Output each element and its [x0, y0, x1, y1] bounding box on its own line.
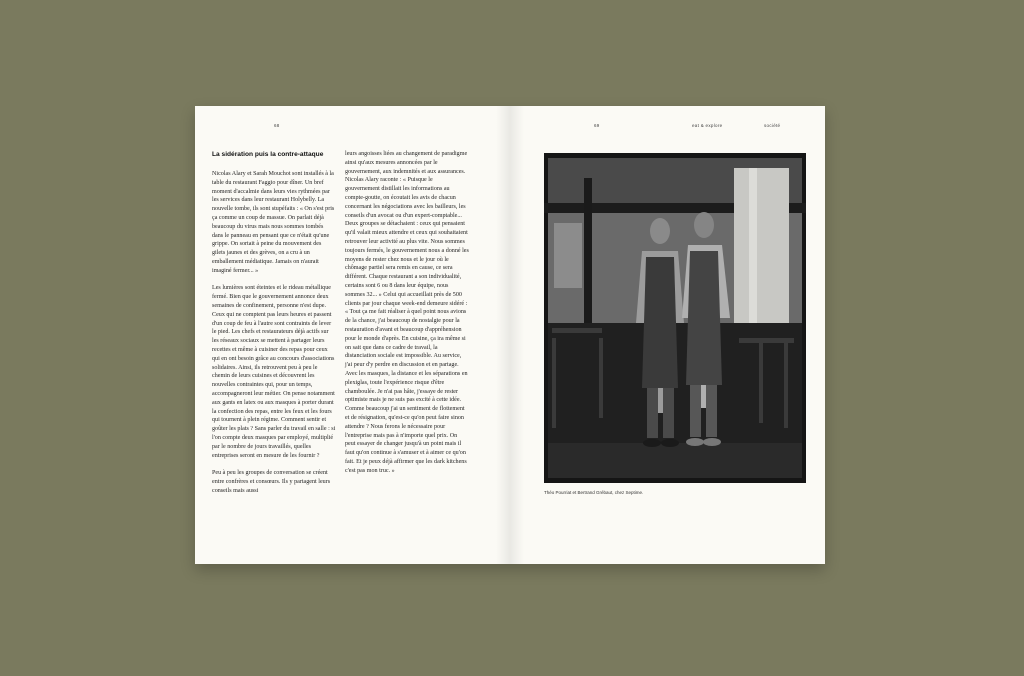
left-page	[195, 106, 510, 564]
page-number: 68	[274, 123, 280, 128]
paragraph: Peu à peu les groupes de conversation se créent entre confrères et consœurs. Ils y partagent leurs conseils mais aussi	[212, 470, 331, 494]
gutter-shadow	[496, 106, 510, 564]
article-heading: La sidération puis la contre-attaque	[212, 151, 324, 158]
section-label: eat & explore	[692, 123, 723, 128]
gutter-shadow	[510, 106, 524, 564]
right-page	[510, 106, 825, 564]
text-column-1	[212, 170, 336, 504]
paragraph: Les lumières sont éteintes et le rideau métallique fermé. Bien que le gouvernement annonce deux semaines de confinement, personne n'est dupe. Ceux qui ne comptent pas leurs heures et passent d'un coup de feu à l'autre sont contraints de lever le pied. Les chefs et restaurateurs déjà actifs sur les réseaux sociaux se mettent à partager leurs recettes et même à cuisiner des repas pour ceux qui en ont besoin grâce au concours d'associations solidaires. Ainsi, ils retrouvent peu à peu le chemin de leurs cuisines et découvrent les nouvelles contraintes qui, pour un temps, accompagneront leur métier. On pense notamment aux gants en latex ou aux masques à porter durant la confection des repas, entre les feux et les fours qui tournent à plein régime. Comment sentir et goûter les plats ? Sans parler du travail en salle : si l'on compte deux masques par employé, multiplié par le nombre de jours travaillés, quelles entreprises seront en mesure de les fournir ?	[212, 285, 336, 459]
category-label: société	[764, 123, 781, 128]
paragraph: Nicolas Alary et Sarah Mouchot sont installés à la table du restaurant Faggio pour dîner. Un bref moment d'accalmie dans leurs vies rythmées par les services dans leur restaurant Holybelly. La nouvelle tombe, ils sont stupéfaits : « On s'est pris ça comme un coup de massue. On parlait déjà beaucoup du virus mais nous sommes tombés dans le panneau en pensant que ce n'était qu'une grippe. On sortait à peine du mouvement des gilets jaunes et des grèves, on a cru à un emballement médiatique. Jamais on n'aurait imaginé fermer... »	[212, 171, 335, 274]
chefs-photo	[544, 153, 806, 483]
paragraph: leurs angoisses liées au changement de paradigme ainsi qu'aux mesures annoncées par le gouvernement, aux indemnités et aux assurances. Nicolas Alary raconte : « Puisque le gouvernement distillait les informations au compte-goutte, on écoutait les avis de chacun concernant les négociations avec les bailleurs, les conseils d'un avocat ou d'un expert-comptable... Deux groupes se détachaient : ceux qui pensaient qu'il valait mieux attendre et ceux qui souhaitaient retrouver leur activité au plus vite. Nous sommes toujours fermés, le gouvernement nous a donné les moyens de rester chez nous et le jour où le chômage partiel sera remis en cause, ce sera différent. Chaque restaurant a son individualité, certains sont 6 ou 8 dans leur équipe, nous sommes 32... » Celui qui accueillait près de 500 clients par jour chaque week-end demeure sidéré : « Tout ça me fait réaliser à quel point nous avions de la chance, j'ai beaucoup de nostalgie pour la restauration d'avant et beaucoup d'appréhension pour le monde d'après. En cuisine, ça ira même si on sait que dans ce cadre de travail, la distanciation sociale est impossible. Au service, j'ai peur d'y perdre en discussion et en partage. Avec les masques, la distance et les séparations en plexiglas, toute l'expérience risque d'être chamboulée. Je n'ai pas hâte, j'essaye de rester optimiste mais je ne suis pas excité à cette idée. Comme beaucoup j'ai un sentiment de flottement et de résignation, qu'est-ce qu'on peut faire sinon attendre ? Nous ferons le nécessaire pour l'entreprise mais pas à n'importe quel prix. On peut essayer de changer jusqu'à un point mais il faut qu'on continue à s'amuser et à aimer ce qu'on fait. Et je peux déjà affirmer que les dark kitchens c'est pas mon truc. »	[345, 151, 469, 474]
magazine-spread	[195, 106, 825, 564]
photo-caption: Théo Pourriat et Bertrand Grébaut, chez Septime.	[544, 490, 644, 495]
page-number: 69	[594, 123, 600, 128]
text-column-2	[345, 150, 469, 484]
